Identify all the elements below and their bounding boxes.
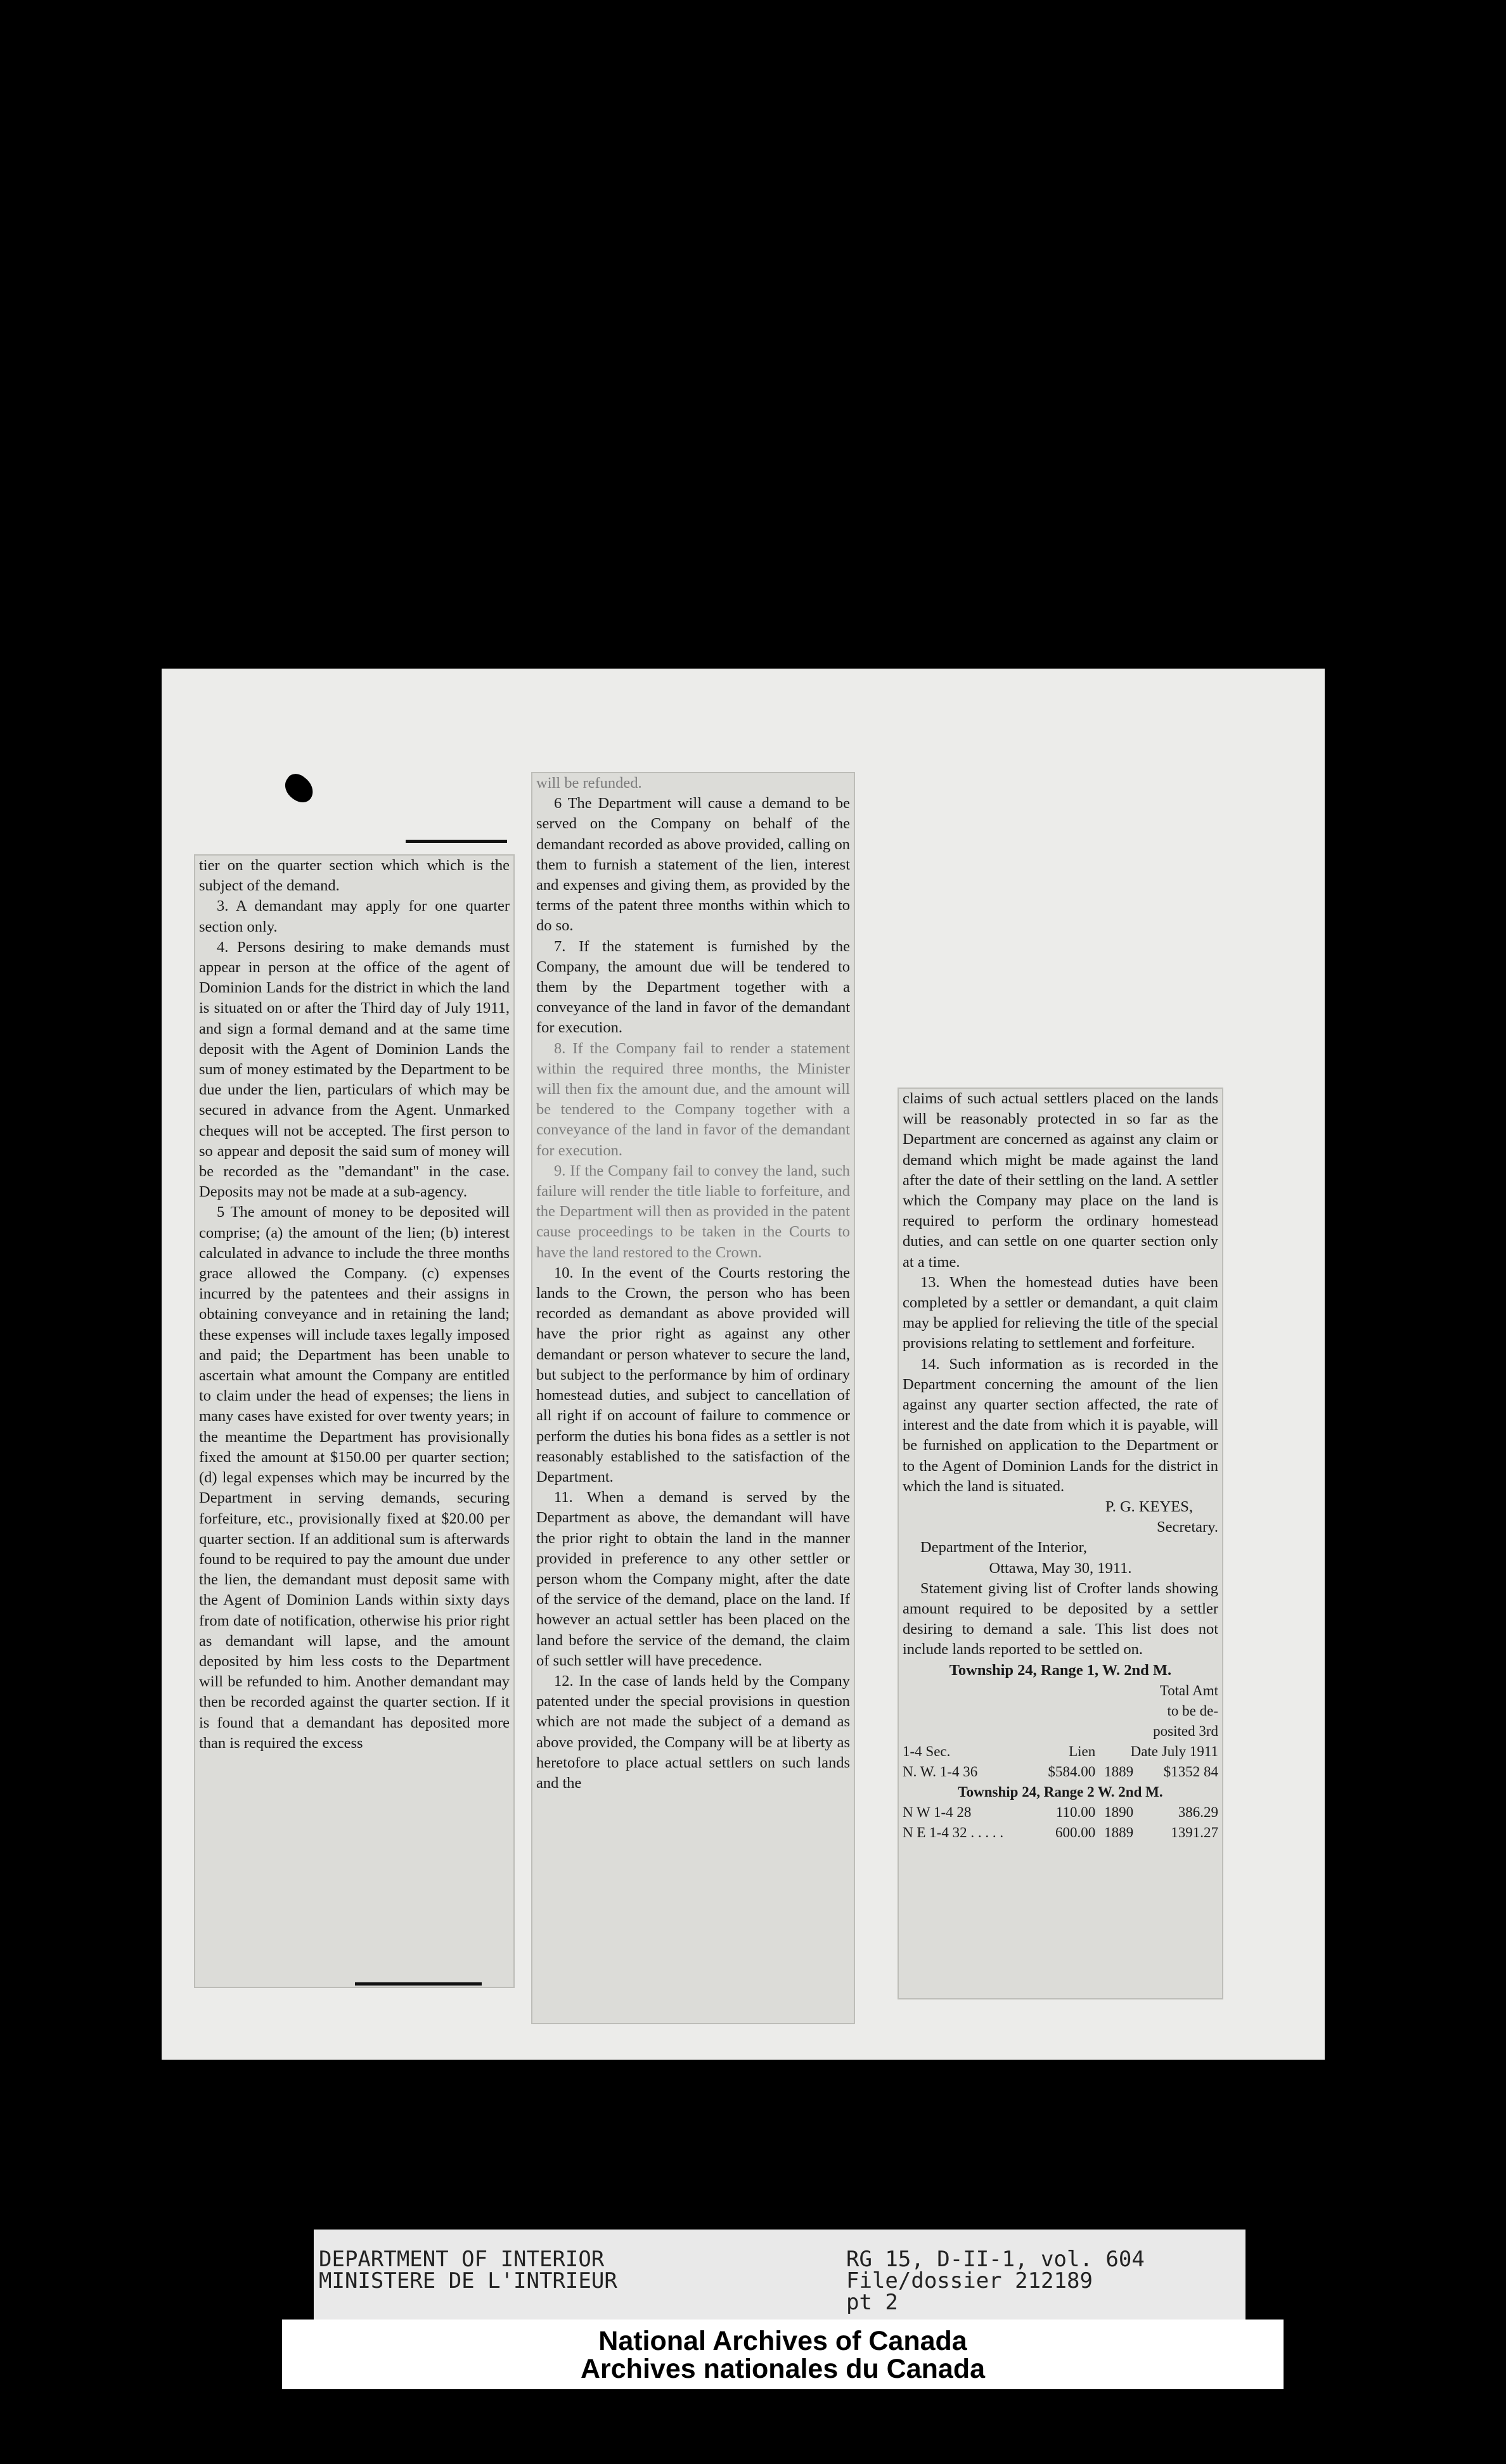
paragraph: 4. Persons desiring to make demands must appear in person at the office of the agent of Dominion Lands for the district in which the land is situated on or after the Third day of July 1911, and sign a formal demand and at the same time deposit with the Agent of Dominion Lands the sum of money estimated by the Department to be due under the lien, particulars of which may be secured in advance from the Agent. Unmarked cheques will not be accepted. The first person to so appear and deposit the said sum of money will be recorded as the "demandant" in the case. Deposits may not be made at a sub-agency. [199,938,510,1201]
cell-total: 386.29 [1178,1804,1218,1820]
table-heading: Township 24, Range 1, W. 2nd M. [949,1661,1172,1679]
cell-date: 1889 [1104,1763,1134,1780]
paragraph: will be refunded. [536,774,642,792]
archive-name-fr: Archives nationales du Canada [580,2354,986,2384]
cell-sec: N W 1-4 28 [903,1804,972,1820]
reference-block [846,2249,1145,2313]
paragraph: 14. Such information as is recorded in the Department concerning the amount of the lien against any quarter section affected, the rate of interest and the date from which it is payable, will be furnished on application to the Department or to the Agent of Dominion Lands for the district in which the land is situated. [903,1355,1218,1495]
paragraph: 5 The amount of money to be deposited will comprise; (a) the amount of the lien; (b) interest calculated in advance to include the three months grace allowed the Company. (c) expenses incurred by the patentees and their assigns in obtaining conveyance and in retaining the land; these expenses will include taxes legally imposed and paid; the Department has been unable to ascertain what amount the Company are entitled to claim under the head of expenses; the liens in many cases have existed for over twenty years; in the meantime the Department has provisionally fixed the amount at $150.00 per quarter section; (d) legal expenses which may be incurred by the Department in serving demands, securing forfeiture, etc., provisionally fixed at $20.00 per quarter section. If an additional sum is afterwards found to be required to pay the amount due under the lien, the demandant must deposit same with the Agent of Dominion Lands within sixty days from date of notification, otherwise his prior right as demandant will lapse, and the amount deposited by him less costs to the Department will be refunded to him. Another demandant may then be recorded against the quarter section. If it is found that a demandant has deposited more than is required the excess [199,1203,510,1752]
archive-banner [282,2320,1284,2389]
department-fr: MINISTERE DE L'INTRIEUR [319,2268,617,2294]
crofter-lands-table [903,1681,1218,1843]
reference-line: pt 2 [846,2290,898,2315]
paragraph: 8. If the Company fail to render a statement within the required three months, the Minister will then fix the amount due, and the amount will be tendered to the Company together with a conveyance of the land in favor of the demandant for execution. [536,1039,850,1159]
paragraph: 3. A demandant may apply for one quarter section only. [199,897,510,935]
paragraph: tier on the quarter section which which is the subject of the demand. [199,857,510,895]
table-row [903,1823,1218,1843]
paragraph: 10. In the event of the Courts restoring the lands to the Crown, the person who has been recorded as demandant as above provided will have the prior right as against any other demandant or person whatever to secure the land, but subject to the performance by him of ordinary homestead duties, and subject to cancellation of all right if on account of failure to commence or perform the duties his bona fides as a settler is not reasonably established to the satisfaction of the Department. [536,1264,850,1485]
paragraph: 7. If the statement is furnished by the Company, the amount due will be tendered to them by the Department together with a conveyance of the land in favor of the demandant for execution. [536,937,850,1037]
header-total-amt: posited 3rd [1153,1723,1218,1739]
table-header-row [903,1701,1218,1721]
cell-date: 1889 [1104,1824,1134,1840]
table-heading: Township 24, Range 2 W. 2nd M. [958,1783,1163,1800]
paragraph: 12. In the case of lands held by the Company patented under the special provisions in question which are not made the subject of a demand as above provided, the Company will be at liberty as heretofore to place actual settlers on such lands and the [536,1672,850,1792]
date-line: Ottawa, May 30, 1911. [989,1559,1132,1577]
department-line: Department of the Interior, [920,1539,1087,1556]
table-header-row [903,1721,1218,1742]
table-header-row [903,1681,1218,1701]
statement: Statement giving list of Crofter lands showing amount required to be deposited by a settler desiring to demand a sale. This list does not include lands reported to be settled on. [903,1579,1218,1659]
archive-reference-label [314,2230,1245,2331]
table-row [903,1762,1218,1782]
reference-line: RG 15, D-II-1, vol. 604 [846,2247,1145,2272]
table-heading-row [903,1782,1218,1802]
department-en: DEPARTMENT OF INTERIOR [319,2247,605,2272]
clipping-column-1 [195,856,513,1987]
paragraph: 11. When a demand is served by the Department as above, the demandant will have the prior right to obtain the land in the manner provided in preference to any other settler or person whom the Company might, after the date of the service of the demand, place on the land. If however an actual settler has been placed on the land before the service of the demand, the claim of such settler will have precedence. [536,1489,850,1669]
header-sec: 1-4 Sec. [903,1743,951,1759]
header-date: Date July 1911 [1130,1743,1218,1759]
cell-lien: 600.00 [1055,1824,1096,1840]
table-row [903,1802,1218,1823]
archive-name-en: National Archives of Canada [598,2326,967,2356]
cell-lien: $584.00 [1048,1763,1096,1780]
header-total-amt: Total Amt [1159,1682,1218,1698]
cell-lien: 110.00 [1055,1804,1096,1820]
cell-date: 1890 [1104,1804,1134,1820]
paragraph: claims of such actual settlers placed on the lands will be reasonably protected in so far as the Department are concerned as against any claim or demand which might be made against the land after the date of their settling on the land. A settler which the Company may place on the land is required to perform the ordinary homestead duties, and can settle on one quarter section only at a time. [903,1090,1218,1271]
cell-sec: N. W. 1-4 36 [903,1763,978,1780]
paragraph: 6 The Department will cause a demand to be served on the Company on behalf of the demandant recorded as above provided, calling on them to furnish a statement of the lien, interest and expenses and giving them, as provided by the terms of the patent three months within which to do so. [536,795,850,935]
cell-total: $1352 84 [1163,1763,1218,1780]
department-block [319,2249,617,2292]
clipping-column-2 [532,773,854,2023]
signature-title: Secretary. [1156,1518,1218,1536]
reference-line: File/dossier 212189 [846,2268,1093,2294]
clipping-column-3 [899,1089,1222,1998]
table-header-row [903,1742,1218,1762]
column-rule-bottom [355,1982,482,1986]
paragraph: 9. If the Company fail to convey the land, such failure will render the title liable to forfeiture, and the Department will then as provided in the patent cause proceedings to be taken in the Courts to have the land restored to the Crown. [536,1162,850,1261]
column-rule-top [406,840,507,843]
paragraph: 13. When the homestead duties have been completed by a settler or demandant, a quit claim may be applied for relieving the title of the special provisions relating to settlement and forfeiture. [903,1273,1218,1352]
cell-sec: N E 1-4 32 . . . . . [903,1824,1004,1840]
cell-total: 1391.27 [1171,1824,1218,1840]
signature-name: P. G. KEYES, [1105,1498,1193,1516]
header-lien: Lien [1069,1743,1096,1759]
header-total-amt: to be de- [1167,1702,1218,1719]
